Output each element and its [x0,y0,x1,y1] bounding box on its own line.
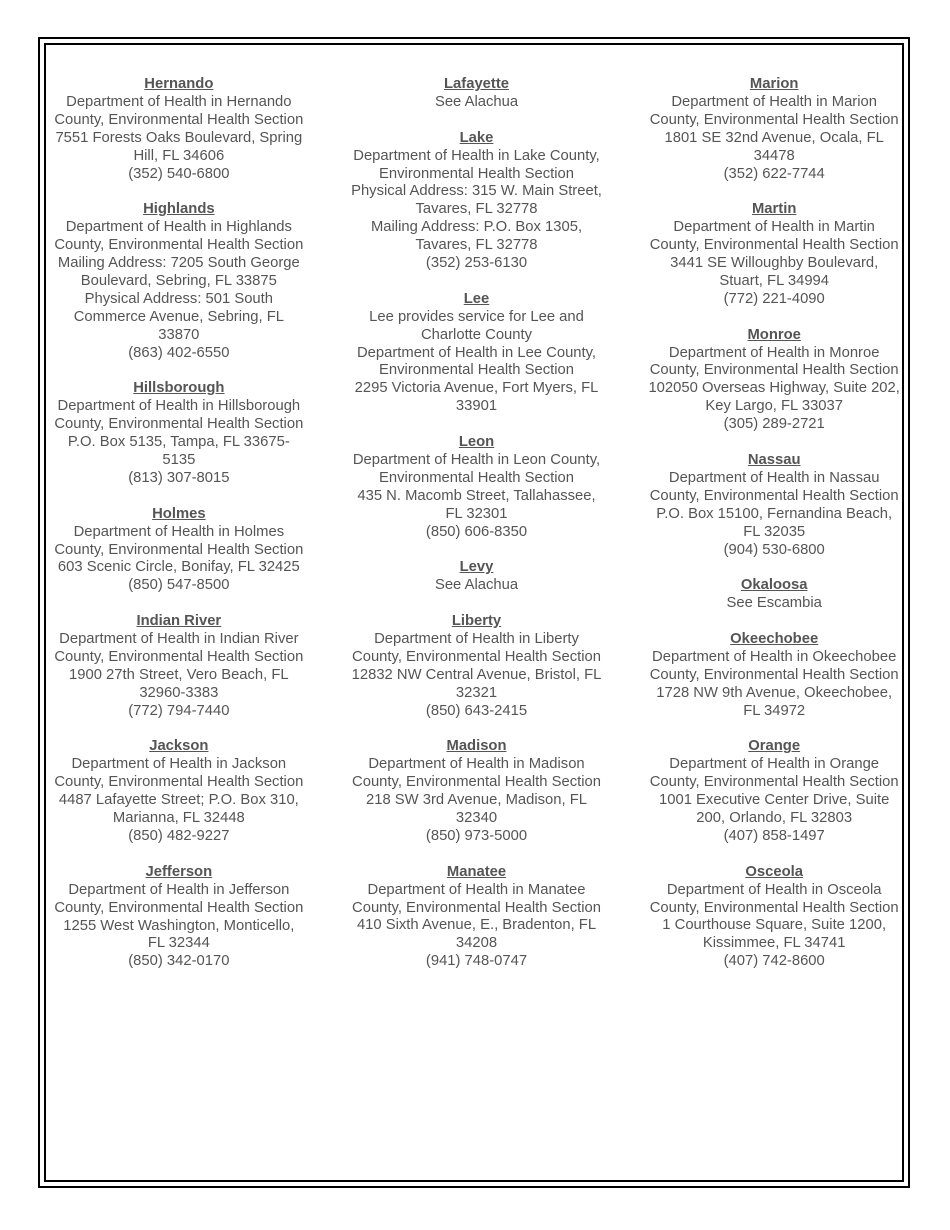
county-detail-line: Department of Health in Lake County, Environmental Health Section [353,147,600,182]
county-name: Lafayette [444,76,509,92]
county-detail-line: Department of Health in Marion County, Environmental Health Section [649,93,899,128]
county-name: Leon [458,434,495,451]
county-entry [53,76,305,183]
county-detail-line: (941) 748-0747 [425,953,528,970]
county-detail-line: 12832 NW Central Avenue, Bristol, FL 32321 [351,666,602,701]
county-detail-line: (850) 547-8500 [128,577,230,594]
county-entry [53,380,305,487]
county-detail-line: (772) 794-7440 [128,702,230,719]
county-entry [648,864,900,971]
county-detail-line: (850) 606-8350 [425,523,528,540]
county-detail-line: Department of Health in Lee County, Environmental Health Section [356,344,597,379]
county-entry [351,291,603,416]
county-detail-line: (863) 402-6550 [128,344,230,361]
county-entry [351,738,603,845]
county-entry [351,613,603,720]
county-entry [648,577,900,613]
directory-column-1 [53,76,305,1166]
county-detail-line: (772) 221-4090 [723,290,825,307]
county-detail-line: 218 SW 3rd Avenue, Madison, FL 32340 [366,792,587,827]
county-detail-line: P.O. Box 15100, Fernandina Beach, FL 32035 [656,505,893,540]
county-detail-line: 1900 27th Street, Vero Beach, FL 32960-3383 [69,666,289,701]
county-detail-line: See Alachua [434,577,519,594]
county-detail-line: (850) 342-0170 [128,953,230,970]
county-detail-line: (352) 622-7744 [723,165,825,182]
county-entry [648,631,900,721]
county-entry [351,434,603,541]
county-name: Nassau [747,451,801,468]
county-name: Holmes [152,505,206,522]
county-name: Hillsborough [133,380,225,397]
county-detail-line: Department of Health in Hernando County, Environmental Health Section [54,93,304,128]
county-entry [351,864,603,971]
county-detail-line: (850) 973-5000 [425,827,528,844]
county-detail-line: Department of Health in Leon County, Environmental Health Section [352,451,601,486]
county-entry [648,76,900,183]
county-detail-line: Department of Health in Orange County, Environmental Health Section [649,756,899,791]
county-detail-line: See Alachua [434,93,519,110]
county-detail-line: 1255 West Washington, Monticello, FL 32344 [63,917,295,952]
county-detail-line: Department of Health in Martin County, Environmental Health Section [649,219,899,254]
county-detail-line: Department of Health in Highlands County, Environmental Health Section [54,219,304,254]
county-detail-line: 4487 Lafayette Street; P.O. Box 310, Marianna, FL 32448 [58,792,299,827]
county-name: Highlands [143,201,215,218]
county-detail-line: 7551 Forests Oaks Boulevard, Spring Hill, FL 34606 [55,129,303,164]
county-entry [351,130,603,273]
county-entry [53,613,305,720]
county-detail-line: Mailing Address: 7205 South George Boulevard, Sebring, FL 33875 [57,255,300,289]
county-detail-line: (407) 858-1497 [723,827,825,844]
county-detail-line: Department of Health in Holmes County, Environmental Health Section [54,523,304,558]
county-entry [648,201,900,308]
county-detail-line: (352) 253-6130 [425,255,528,272]
county-detail-line: Physical Address: 501 South Commerce Avenue, Sebring, FL 33870 [73,290,284,343]
county-name: Hernando [144,76,214,92]
county-detail-line: (850) 643-2415 [425,702,528,719]
county-directory [50,76,900,1166]
county-name: Manatee [446,863,507,880]
county-name: Madison [446,738,507,755]
county-name: Indian River [136,613,222,630]
county-name: Okaloosa [740,577,808,594]
county-name: Monroe [747,326,801,343]
county-entry [53,738,305,845]
county-detail-line: 1801 SE 32nd Avenue, Ocala, FL 34478 [664,129,884,164]
county-detail-line: (407) 742-8600 [723,953,825,970]
county-entry [53,201,305,362]
county-name: Orange [748,738,801,755]
county-detail-line: Department of Health in Madison County, Environmental Health Section [352,756,601,791]
county-entry [53,864,305,971]
county-entry [648,738,900,845]
county-detail-line: P.O. Box 5135, Tampa, FL 33675-5135 [67,434,290,468]
county-detail-line: Department of Health in Hillsborough County, Environmental Health Section [54,398,304,433]
county-name: Liberty [451,613,502,630]
county-detail-line: Department of Health in Nassau County, Environmental Health Section [649,469,899,504]
county-detail-line: Department of Health in Monroe County, Environmental Health Section [649,344,899,379]
directory-column-2 [351,76,603,1166]
county-name: Okeechobee [730,631,819,648]
county-entry [351,559,603,595]
county-name: Lake [459,129,494,146]
county-detail-line: 1 Courthouse Square, Suite 1200, Kissimmee, FL 34741 [662,917,887,952]
county-name: Lee [463,290,490,307]
county-detail-line: 410 Sixth Avenue, E., Bradenton, FL 34208 [356,917,597,952]
county-detail-line: Physical Address: 315 W. Main Street, Tavares, FL 32778 [351,183,602,218]
county-detail-line: Department of Health in Indian River County, Environmental Health Section [54,631,304,665]
county-detail-line: 102050 Overseas Highway, Suite 202, Key Largo, FL 33037 [648,380,900,415]
county-detail-line: (850) 482-9227 [128,827,230,844]
county-detail-line: 603 Scenic Circle, Bonifay, FL 32425 [57,559,300,576]
county-detail-line: Department of Health in Okeechobee County, Environmental Health Section [649,648,899,683]
county-detail-line: 1001 Executive Center Drive, Suite 200, Orlando, FL 32803 [659,792,890,827]
county-detail-line: 435 N. Macomb Street, Tallahassee, FL 32301 [357,487,596,522]
county-detail-line: (352) 540-6800 [128,165,230,182]
county-detail-line: 1728 NW 9th Avenue, Okeechobee, FL 34972 [656,684,893,719]
county-detail-line: Department of Health in Liberty County, Environmental Health Section [352,631,601,665]
county-detail-line: 2295 Victoria Avenue, Fort Myers, FL 33901 [354,380,599,415]
county-detail-line: Department of Health in Manatee County, Environmental Health Section [352,881,601,916]
county-detail-line: (305) 289-2721 [723,416,825,433]
county-detail-line: Department of Health in Osceola County, Environmental Health Section [649,881,899,916]
county-entry [53,506,305,596]
county-name: Martin [751,201,797,218]
county-name: Jackson [149,738,209,755]
county-detail-line: Lee provides service for Lee and Charlotte County [369,308,584,343]
county-detail-line: (813) 307-8015 [128,469,230,486]
county-detail-line: Mailing Address: P.O. Box 1305, Tavares, FL 32778 [370,219,583,254]
county-name: Osceola [745,863,803,880]
county-name: Jefferson [145,863,213,880]
county-detail-line: Department of Health in Jackson County, Environmental Health Section [54,756,304,791]
county-detail-line: (904) 530-6800 [723,541,825,558]
county-name: Levy [459,559,494,576]
county-detail-line: 3441 SE Willoughby Boulevard, Stuart, FL 34994 [670,255,879,289]
county-entry [648,452,900,559]
directory-column-3 [648,76,900,1166]
county-entry [648,327,900,434]
county-name: Marion [749,76,799,92]
county-detail-line: See Escambia [726,595,822,612]
county-detail-line: Department of Health in Jefferson County, Environmental Health Section [54,881,304,916]
county-entry [351,76,603,112]
